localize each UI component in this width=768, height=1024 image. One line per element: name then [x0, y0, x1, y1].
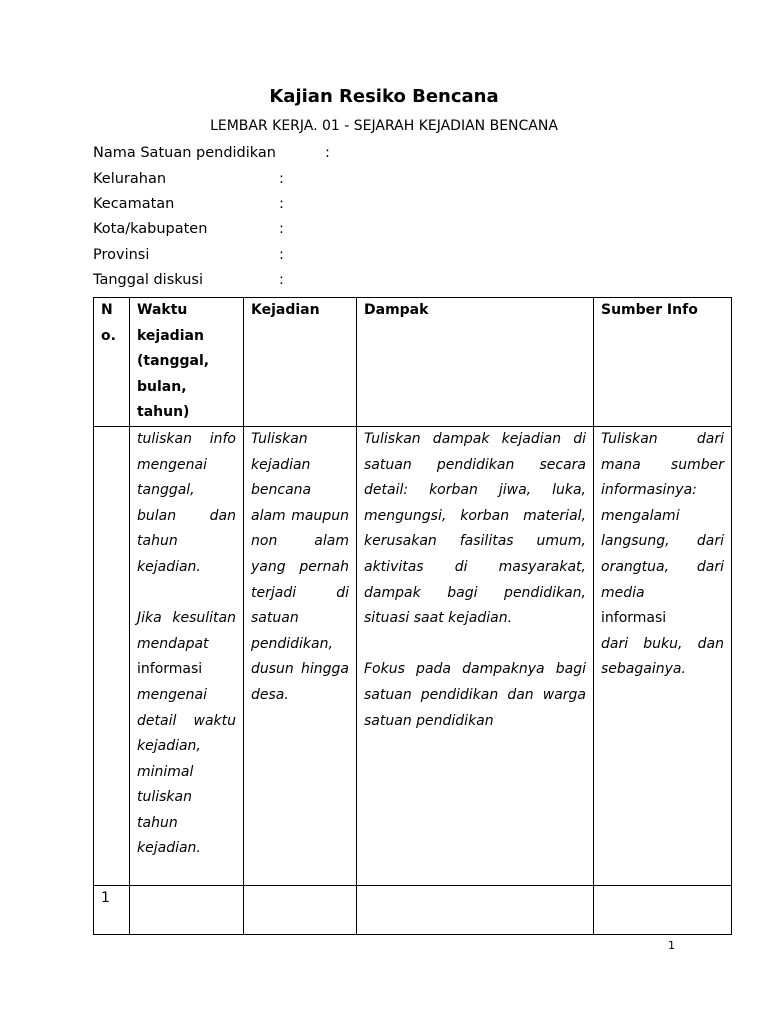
guidance-sumber: Tuliskan dari mana sumber informasinya: mengalami langsung, dari orangtua, dari media informasi dari buku, dan sebagainya.: [594, 426, 732, 885]
table-header-row: [94, 298, 732, 427]
field-kota-kabupaten: [93, 221, 284, 237]
header-sumber: Sumber Info: [594, 298, 732, 427]
field-label: Kota/kabupaten: [93, 221, 208, 237]
header-dampak: Dampak: [357, 298, 594, 427]
guidance-dampak: Tuliskan dampak kejadian di satuan pendidikan secara detail: korban jiwa, luka, mengungsi, korban material, kerusakan fasilitas umum, aktivitas di masyarakat, dampak bagi pendidikan, situasi saat kejadian. Fokus pada dampaknya bagi satuan pendidikan dan warga satuan pendidikan: [357, 426, 594, 885]
field-colon: :: [279, 196, 284, 212]
document-title: Kajian Resiko Bencana: [269, 86, 499, 107]
page-number: 1: [668, 939, 675, 952]
field-kecamatan: [93, 196, 284, 212]
field-label: Kecamatan: [93, 196, 175, 212]
field-colon: :: [279, 272, 284, 288]
document-subtitle: LEMBAR KERJA. 01 - SEJARAH KEJADIAN BENCANA: [210, 118, 558, 134]
row-dampak-cell[interactable]: [357, 885, 594, 934]
guidance-no: [94, 426, 130, 885]
guidance-waktu: tuliskan info mengenai tanggal, bulan dan tahun kejadian. Jika kesulitan mendapat informasi mengenai detail waktu kejadian, minimal tuliskan tahun kejadian.: [130, 426, 244, 885]
field-label: Provinsi: [93, 247, 150, 263]
row-waktu-cell[interactable]: [130, 885, 244, 934]
field-provinsi: [93, 247, 284, 263]
field-nama-satuan: [93, 145, 330, 161]
field-label: Kelurahan: [93, 171, 167, 187]
header-no: N o.: [94, 298, 130, 427]
guidance-kejadian: Tuliskan kejadian bencana alam maupun non alam yang pernah terjadi di satuan pendidikan, dusun hingga desa.: [244, 426, 357, 885]
field-tanggal-diskusi: [93, 272, 284, 288]
field-colon: :: [279, 247, 284, 263]
field-colon: :: [279, 221, 284, 237]
field-label: Nama Satuan pendidikan: [93, 145, 276, 161]
field-colon: :: [325, 145, 330, 161]
row-kejadian-cell[interactable]: [244, 885, 357, 934]
field-label: Tanggal diskusi: [93, 272, 203, 288]
disaster-history-table: [93, 297, 732, 935]
header-kejadian: Kejadian: [244, 298, 357, 427]
field-kelurahan: [93, 171, 284, 187]
table-row: [94, 885, 732, 934]
header-waktu: Waktu kejadian (tanggal, bulan, tahun): [130, 298, 244, 427]
field-colon: :: [279, 171, 284, 187]
row-sumber-cell[interactable]: [594, 885, 732, 934]
row-no: 1: [94, 885, 130, 934]
guidance-row: [94, 426, 732, 885]
